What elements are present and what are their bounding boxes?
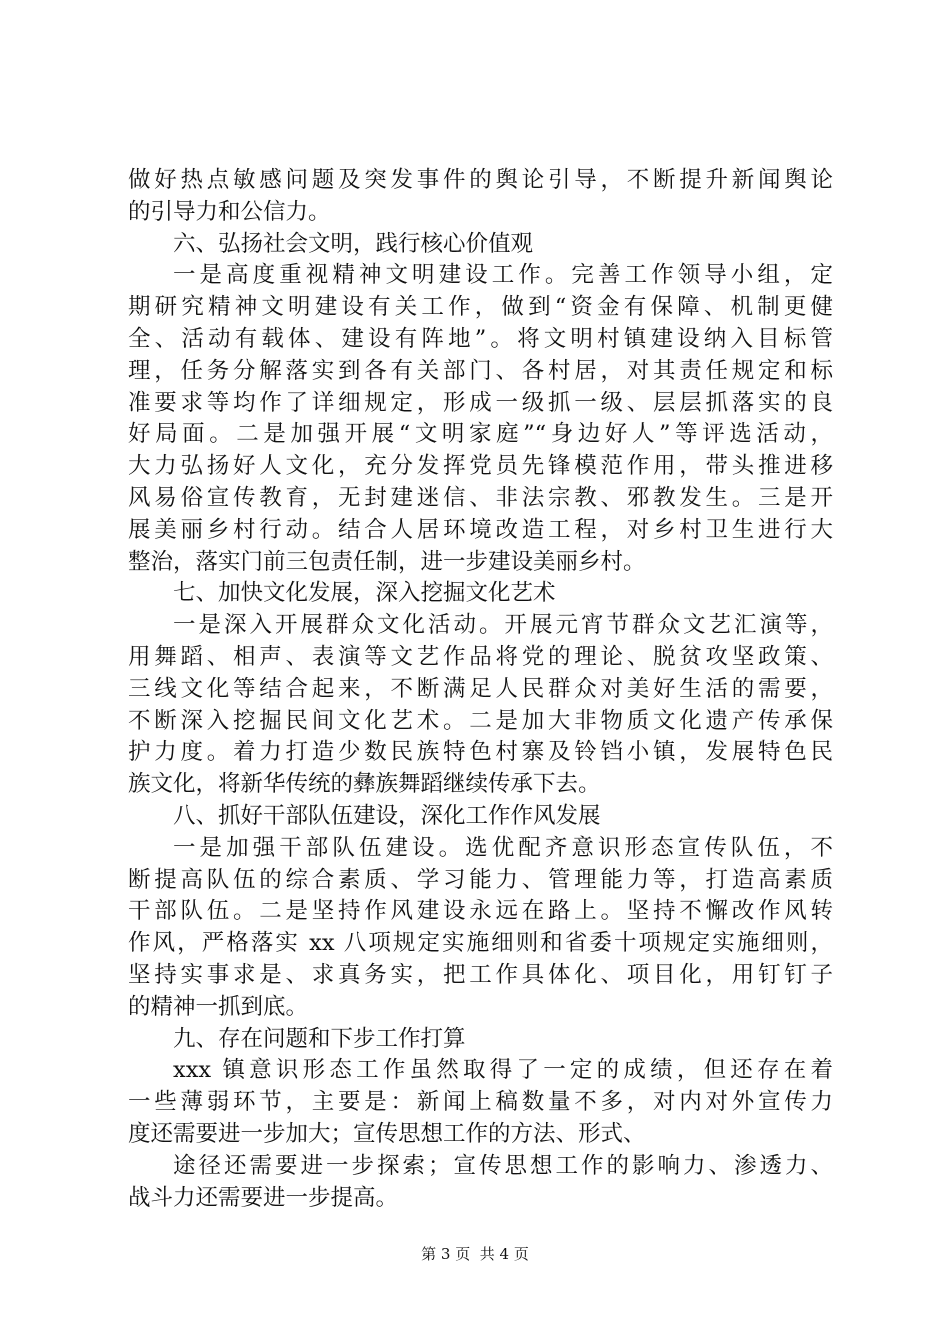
section-heading: 八、抓好干部队伍建设，深化工作作风发展 bbox=[173, 802, 601, 829]
body-line: 准要求等均作了详细规定，形成一级抓一级、层层抓落实的良 bbox=[128, 389, 833, 416]
body-line: 途径还需要进一步探索；宣传思想工作的影响力、渗透力、 bbox=[173, 1152, 833, 1179]
body-line: 全、活动有载体、建设有阵地”。将文明村镇建设纳入目标管 bbox=[128, 325, 833, 352]
body-line: 好局面。二是加强开展“文明家庭”“身边好人”等评选活动， bbox=[128, 421, 833, 448]
body-line: 一是加强干部队伍建设。选优配齐意识形态宣传队伍，不 bbox=[173, 834, 833, 861]
page-number-footer: 第 3 页 共 4 页 bbox=[421, 1245, 529, 1263]
body-line: 断提高队伍的综合素质、学习能力、管理能力等，打造高素质 bbox=[128, 866, 833, 893]
body-line: 风易俗宣传教育，无封建迷信、非法宗教、邪教发生。三是开 bbox=[128, 484, 833, 511]
section-heading: 六、弘扬社会文明，践行核心价值观 bbox=[173, 230, 534, 257]
body-line: 期研究精神文明建设有关工作，做到“资金有保障、机制更健 bbox=[128, 294, 833, 321]
body-line: 护力度。着力打造少数民族特色村寨及铃铛小镇，发展特色民 bbox=[128, 739, 833, 766]
body-line: 一些薄弱环节，主要是：新闻上稿数量不多，对内对外宣传力 bbox=[128, 1089, 833, 1116]
document-body bbox=[128, 165, 833, 1214]
body-line: 大力弘扬好人文化，充分发挥党员先锋模范作用，带头推进移 bbox=[128, 453, 833, 480]
body-line: 作风，严格落实 xx 八项规定实施细则和省委十项规定实施细则， bbox=[128, 930, 833, 957]
body-line: 的精神一抓到底。 bbox=[128, 993, 309, 1020]
section-heading: 九、存在问题和下步工作打算 bbox=[173, 1025, 466, 1052]
body-line: 干部队伍。二是坚持作风建设永远在路上。坚持不懈改作风转 bbox=[128, 898, 833, 925]
body-line: 三线文化等结合起来，不断满足人民群众对美好生活的需要， bbox=[128, 675, 833, 702]
body-line: 坚持实事求是、求真务实，把工作具体化、项目化，用钉钉子 bbox=[128, 961, 833, 988]
body-line: 的引导力和公信力。 bbox=[128, 198, 331, 225]
body-line: 用舞蹈、相声、表演等文艺作品将党的理论、脱贫攻坚政策、 bbox=[128, 643, 833, 670]
body-line: xxx 镇意识形态工作虽然取得了一定的成绩，但还存在着 bbox=[173, 1057, 833, 1084]
body-line: 整治，落实门前三包责任制，进一步建设美丽乡村。 bbox=[128, 548, 646, 575]
body-line: 展美丽乡村行动。结合人居环境改造工程，对乡村卫生进行大 bbox=[128, 516, 833, 543]
body-line: 理，任务分解落实到各有关部门、各村居，对其责任规定和标 bbox=[128, 357, 833, 384]
body-line: 族文化，将新华传统的彝族舞蹈继续传承下去。 bbox=[128, 771, 601, 798]
body-line: 不断深入挖掘民间文化艺术。二是加大非物质文化遗产传承保 bbox=[128, 707, 833, 734]
body-line: 一是高度重视精神文明建设工作。完善工作领导小组，定 bbox=[173, 262, 833, 289]
body-line: 做好热点敏感问题及突发事件的舆论引导，不断提升新闻舆论 bbox=[128, 167, 833, 193]
body-line: 度还需要进一步加大；宣传思想工作的方法、形式、 bbox=[128, 1120, 646, 1147]
section-heading: 七、加快文化发展，深入挖掘文化艺术 bbox=[173, 580, 556, 607]
body-line: 一是深入开展群众文化活动。开展元宵节群众文艺汇演等， bbox=[173, 612, 833, 639]
body-line: 战斗力还需要进一步提高。 bbox=[128, 1184, 399, 1211]
